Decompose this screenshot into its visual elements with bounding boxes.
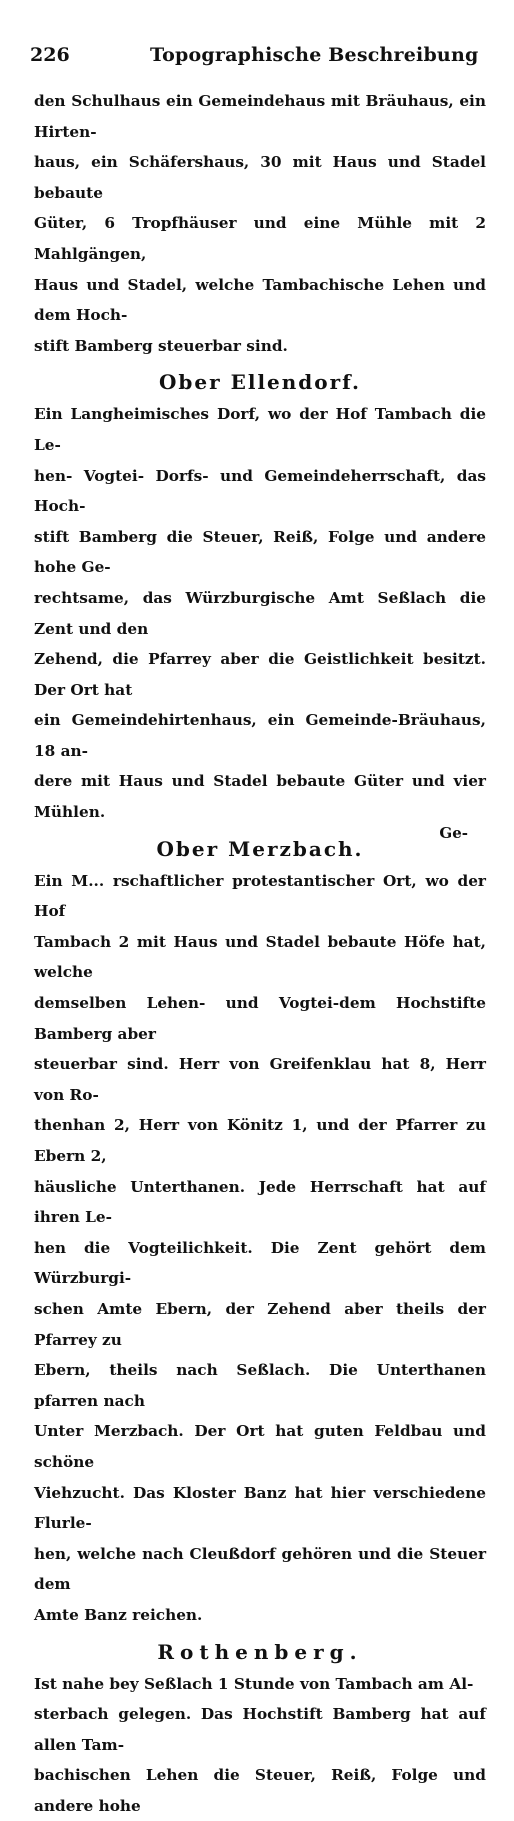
page-number: 226 (30, 44, 70, 66)
paragraph-ober-ellendorf: Ein Langheimisches Dorf, wo der Hof Tambach die Le- hen- Vogtei- Dorfs- und Gemeindeherrschaft, das Hoch- stift Bamberg die Steuer, Reiß, Folge und andere hohe Ge- rechtsame, das Würzburgische Amt Seßlach die Zent und den Zehend, die Pfarrey aber die Geistlichkeit besitzt. Der Ort hat ein Gemeindehirtenhaus, ein Gemeinde-Bräuhaus, 18 an- dere mit Haus und Stadel bebaute Güter und vier Mühlen. (34, 399, 486, 827)
book-page (0, 0, 514, 876)
page-header (0, 44, 514, 74)
heading-ober-merzbach: Ober Merzbach. (34, 834, 486, 864)
running-title: Topographische Beschreibung (150, 44, 478, 66)
catchword: Ge- (439, 824, 468, 842)
intro-paragraph: den Schulhaus ein Gemeindehaus mit Bräuhaus, ein Hirten- haus, ein Schäfershaus, 30 mit Haus und Stadel bebaute Güter, 6 Tropfhäuser und eine Mühle mit 2 Mahlgängen, Haus und Stadel, welche Tambachische Lehen und dem Hoch- stift Bamberg steuerbar sind. (34, 86, 486, 361)
paragraph-rothenberg: Ist nahe bey Seßlach 1 Stunde von Tambach am Al- sterbach gelegen. Das Hochstift Bamberg hat auf allen Tam- bachischen Lehen die Steuer, Reiß, Folge und andere hohe (34, 1669, 486, 1821)
paragraph-ober-merzbach: Ein M... rschaftlicher protestantischer Ort, wo der Hof Tambach 2 mit Haus und Stadel bebaute Höfe hat, welche demselben Lehen- und Vogtei-dem Hochstifte Bamberg aber steuerbar sind. Herr von Greifenklau hat 8, Herr von Ro- thenhan 2, Herr von Könitz 1, und der Pfarrer zu Ebern 2, häusliche Unterthanen. Jede Herrschaft hat auf ihren Le- hen die Vogteilichkeit. Die Zent gehört dem Würzburgi- schen Amte Ebern, der Zehend aber theils der Pfarrey zu Ebern, theils nach Seßlach. Die Unterthanen pfarren nach Unter Merzbach. Der Ort hat guten Feldbau und schöne Viehzucht. Das Kloster Banz hat hier verschiedene Flurle- hen, welche nach Cleußdorf gehören und die Steuer dem Amte Banz reichen. (34, 866, 486, 1631)
body-text (34, 86, 486, 1821)
heading-ober-ellendorf: Ober Ellendorf. (34, 367, 486, 397)
heading-rothenberg: Rothenberg. (34, 1637, 486, 1667)
